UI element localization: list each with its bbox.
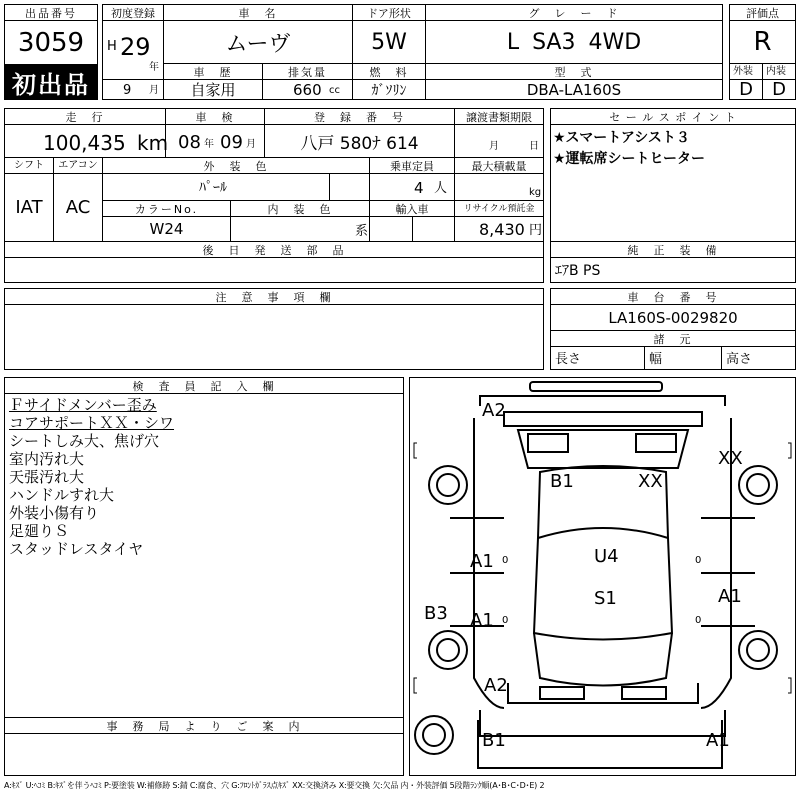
sales-points-cell — [550, 124, 796, 242]
spare-hub — [423, 724, 445, 746]
plate-label-cell: 登 録 番 号 — [264, 108, 455, 125]
length-cell: 長さ — [550, 346, 645, 370]
chassis-label-cell: 車 台 番 号 — [550, 288, 796, 305]
office-cell — [4, 733, 404, 776]
inspection-month: 09 — [220, 132, 243, 153]
door-cell — [352, 20, 426, 64]
inspector-line: 天張汚れ大 — [9, 468, 85, 486]
reg-year: 29 — [120, 33, 151, 61]
damage-mark: A1 — [470, 610, 494, 631]
recycle-fee: 8,430 — [479, 220, 525, 239]
damage-mark: 0 — [695, 555, 702, 566]
bracket — [788, 443, 791, 458]
chassis-number: LA160S-0029820 — [608, 308, 738, 327]
bracket — [788, 678, 791, 693]
damage-mark: A1 — [706, 730, 730, 751]
legend-footnote: A:ｷｽﾞ U:ﾍｺﾐ B:ｷｽﾞを伴うﾍｺﾐ P:要塗装 W:補修跡 S:錆 C:腐食、穴 G:ﾌﾛﾝﾄｶﾞﾗｽ点ｷｽﾞ XX:交換済み X:要交換 欠:欠品 内・外装評価 5段階ﾗﾝｸ順(A･B･C･D･E) 2 — [4, 781, 545, 790]
inspector-line: 室内汚れ大 — [9, 450, 85, 468]
inspection-year: 08 — [178, 132, 201, 153]
rear-left-hub — [437, 639, 459, 661]
damage-mark: B3 — [424, 603, 448, 624]
exterior-score: D — [739, 79, 753, 100]
damage-mark: A1 — [718, 586, 742, 607]
genuine-cell — [550, 257, 796, 283]
capacity-cell: 4 人 — [369, 173, 455, 201]
sales-point: ★運転席シートヒーター — [553, 151, 705, 167]
import-cell-a — [369, 216, 413, 242]
lot-label: 出品番号 — [5, 8, 97, 19]
color-no-label-cell: カラーNo. — [102, 200, 231, 217]
wiper-right — [636, 434, 676, 452]
inspector-line: コアサポートＸＸ・シワ — [9, 414, 175, 432]
inspector-line: 足廻りＳ — [9, 522, 70, 540]
grade-cell — [425, 20, 723, 64]
plate-cell — [264, 124, 455, 158]
displacement-label-cell: 排気量 — [262, 63, 353, 80]
interior-label-cell: 内装 — [762, 63, 796, 80]
history-cell — [163, 79, 263, 100]
interior-score: D — [772, 79, 786, 100]
interior-score-cell — [762, 79, 796, 100]
later-parts-label-cell: 後 日 発 送 部 品 — [4, 241, 544, 258]
rear-lamp-right — [622, 687, 666, 699]
genuine-equipment: ｴｱB PS — [555, 263, 601, 279]
ext-color-cell — [102, 173, 330, 201]
model-cell — [425, 79, 723, 100]
front-right-wheel — [739, 466, 777, 504]
damage-mark: A2 — [484, 675, 508, 696]
car-name-label-cell: 車 名 — [163, 4, 353, 21]
genuine-label-cell: 純 正 装 備 — [550, 241, 796, 258]
load-cell: kg — [454, 173, 544, 201]
damage-mark: A2 — [482, 400, 506, 421]
inspector-line: スタッドレスタイヤ — [9, 540, 144, 558]
shift-cell — [4, 173, 54, 242]
model-code: DBA-LA160S — [526, 80, 622, 99]
rear-bumper — [480, 710, 725, 736]
inspection-label-cell: 車 検 — [165, 108, 265, 125]
bracket — [414, 678, 417, 693]
shift-label-cell: シフト — [4, 157, 54, 174]
inspector-line: ハンドルすれ大 — [9, 486, 115, 504]
plate-number: 八戸 580ﾅ 614 — [300, 133, 419, 154]
grade-label-cell: グ レ ー ド — [425, 4, 723, 21]
fuel-label-cell: 燃 料 — [352, 63, 426, 80]
load-label-cell: 最大積載量 — [454, 157, 544, 174]
first-time-badge: 初出品 — [4, 64, 98, 100]
door-type: 5W — [371, 29, 407, 55]
car-name-cell — [163, 20, 353, 64]
inspector-line: Ｆサイドメンバー歪み — [9, 396, 157, 414]
damage-mark: 0 — [502, 615, 509, 626]
reg-month: 9 — [123, 83, 132, 98]
caution-label-cell: 注 意 事 項 欄 — [4, 288, 544, 305]
inspector-line: 外装小傷有り — [9, 504, 100, 522]
score-label-cell: 評価点 — [729, 4, 796, 21]
first-reg-month-cell: 9 月 — [102, 79, 164, 100]
score: R — [753, 27, 772, 57]
hood — [504, 412, 702, 426]
rear-right-wheel — [739, 631, 777, 669]
fuel: ｶﾞｿﾘﾝ — [371, 82, 407, 99]
recycle-label-cell: リサイクル預託金 — [454, 200, 544, 217]
exterior-color: ﾊﾟｰﾙ — [199, 180, 227, 196]
damage-diagram — [409, 377, 796, 776]
wiper-left — [528, 434, 568, 452]
mileage-label-cell: 走 行 — [4, 108, 166, 125]
mileage-cell: 100,435 km — [4, 124, 166, 158]
exterior-score-cell — [729, 79, 763, 100]
rear-left-wheel — [429, 631, 467, 669]
windshield — [518, 430, 688, 468]
capacity-label-cell: 乗車定員 — [369, 157, 455, 174]
color-no-cell — [102, 216, 231, 242]
door-label-cell: ドア形状 — [352, 4, 426, 21]
color-number: W24 — [149, 220, 184, 238]
front-bumper — [480, 396, 725, 406]
car-diagram-svg — [410, 378, 795, 775]
transfer-cell: 月 日 — [454, 124, 544, 158]
office-label-cell: 事 務 局 よ り ご 案 内 — [4, 717, 404, 734]
inspector-line: シートしみ大、焦げ穴 — [9, 432, 160, 450]
import-label-cell: 輸入車 — [369, 200, 455, 217]
mileage: 100,435 — [43, 131, 126, 155]
history-label-cell: 車 歴 — [163, 63, 263, 80]
chassis-cell — [550, 304, 796, 331]
ac-label-cell: エアコン — [53, 157, 103, 174]
sales-points-label-cell: セ ー ル ス ポ イ ン ト — [550, 108, 796, 125]
recycle-cell: 8,430 円 — [454, 216, 544, 242]
first-reg-year-cell: H 29 年 — [102, 20, 164, 80]
damage-mark: A1 — [470, 551, 494, 572]
damage-mark: XX — [718, 448, 743, 469]
width-cell: 幅 — [644, 346, 722, 370]
ext-color-extra-cell — [329, 173, 370, 201]
import-cell-b — [412, 216, 455, 242]
score-cell — [729, 20, 796, 64]
bracket — [414, 443, 417, 458]
displacement: 660 — [293, 81, 322, 99]
lot-number: 3059 — [17, 27, 85, 58]
rear-right-hub — [747, 639, 769, 661]
transfer-label-cell: 譲渡書類期限 — [454, 108, 544, 125]
spare-wheel — [415, 716, 453, 754]
fuel-cell — [352, 79, 426, 100]
damage-mark: S1 — [594, 588, 617, 609]
model-label-cell: 型 式 — [425, 63, 723, 80]
history: 自家用 — [190, 81, 236, 99]
front-bumper-top — [530, 382, 662, 391]
damage-mark: XX — [638, 471, 663, 492]
lot-label-cell — [4, 4, 98, 21]
dims-label-cell: 諸 元 — [550, 330, 796, 347]
rear-lamp-left — [540, 687, 584, 699]
lot-number-cell — [4, 20, 98, 65]
first-reg-label-cell: 初度登録 — [102, 4, 164, 21]
damage-mark: 0 — [502, 555, 509, 566]
car-name: ムーヴ — [225, 31, 291, 57]
damage-mark: B1 — [482, 730, 506, 751]
int-color-cell: 系 — [230, 216, 370, 242]
int-color-label-cell: 内 装 色 — [230, 200, 370, 217]
height-cell: 高さ — [721, 346, 796, 370]
era: H — [107, 39, 117, 54]
damage-mark: B1 — [550, 471, 574, 492]
grade: L SA3 4WD — [506, 29, 642, 55]
damage-mark: U4 — [594, 546, 619, 567]
damage-mark: 0 — [695, 615, 702, 626]
ext-color-label-cell: 外 装 色 — [102, 157, 370, 174]
rear-frame — [478, 720, 722, 768]
inspector-label-cell: 検 査 員 記 入 欄 — [4, 377, 404, 394]
later-parts-cell — [4, 257, 544, 283]
inspection-cell: 08 年 09 月 — [165, 124, 265, 158]
exterior-label-cell: 外装 — [729, 63, 763, 80]
caution-cell — [4, 304, 544, 370]
displacement-cell: 660 cc — [262, 79, 353, 100]
inspector-notes — [4, 393, 404, 718]
shift: IAT — [15, 197, 43, 218]
front-right-hub — [747, 474, 769, 496]
front-left-wheel — [429, 466, 467, 504]
rear-glass — [534, 633, 672, 686]
front-left-hub — [437, 474, 459, 496]
capacity: 4 — [414, 179, 424, 197]
sales-point: ★スマートアシスト３ — [553, 130, 690, 146]
air-conditioner: AC — [65, 197, 91, 218]
ac-cell — [53, 173, 103, 242]
